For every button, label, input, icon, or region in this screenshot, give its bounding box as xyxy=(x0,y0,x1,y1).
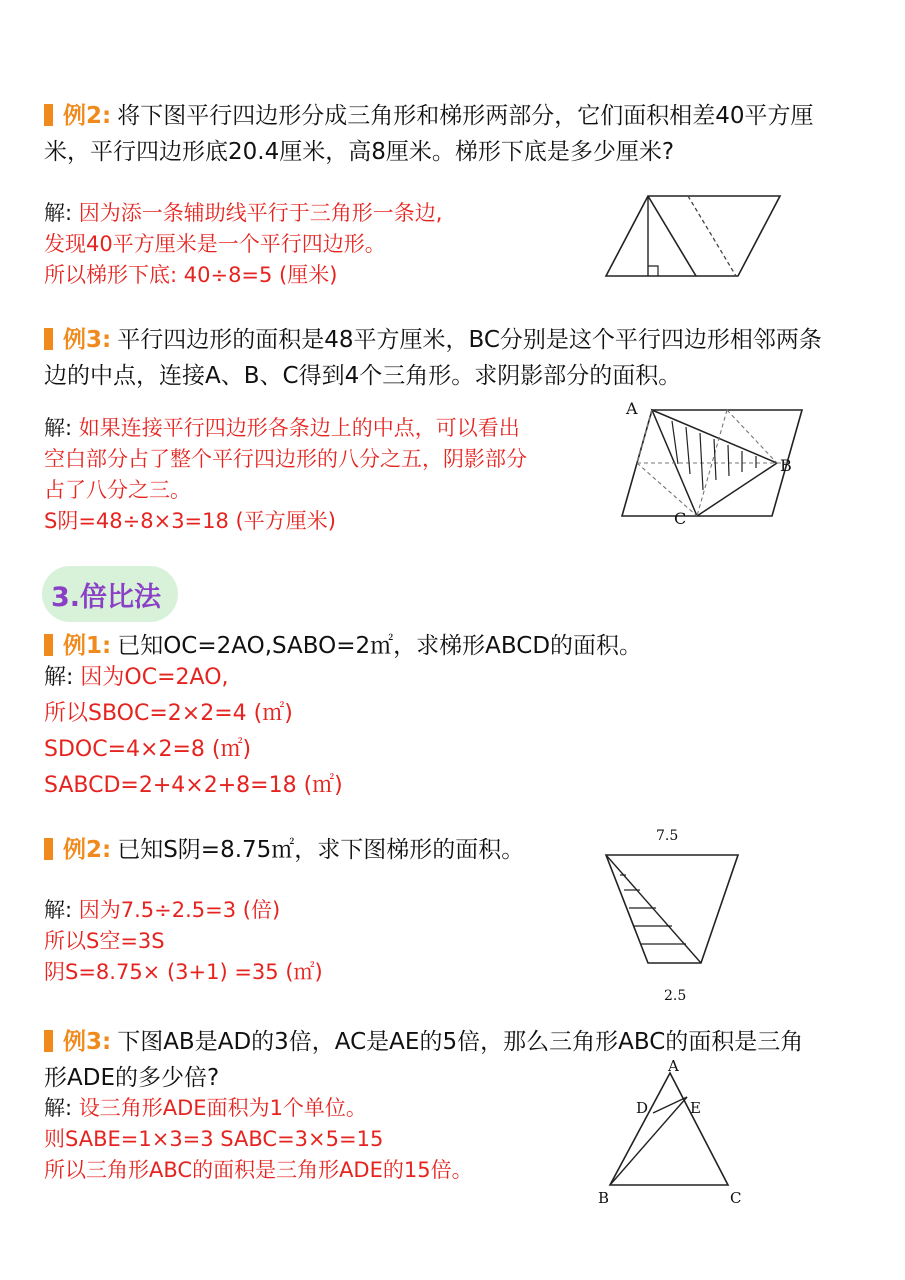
triangle-side xyxy=(648,196,696,276)
solution-key: 解: xyxy=(44,1096,73,1120)
solution-text: 阴S=8.75× (3+1) =35 (㎡) xyxy=(44,960,323,984)
solution-text: SABCD=2+4×2+8=18 (㎡) xyxy=(44,773,343,798)
solution-text: SDOC=4×2=8 (㎡) xyxy=(44,737,252,762)
parallelogram-outline xyxy=(606,196,780,276)
ex2b-solution xyxy=(44,895,323,988)
question-text: 已知S阴=8.75㎡，求下图梯形的面积。 xyxy=(117,837,525,863)
ex3b-solution xyxy=(44,1093,473,1186)
question-text: 边的中点，连接A、B、C得到4个三角形。求阴影部分的面积。 xyxy=(44,363,682,389)
section-header xyxy=(42,566,178,622)
parallelogram-figure-2 xyxy=(612,398,812,528)
section-title: 3.倍比法 xyxy=(51,582,162,613)
solution-key: 解: xyxy=(44,416,73,440)
dashed-line xyxy=(727,410,777,463)
question-text: 米，平行四边形底20.4厘米，高8厘米。梯形下底是多少厘米? xyxy=(44,139,675,165)
diagonal xyxy=(606,855,701,963)
question-text: 平行四边形的面积是48平方厘米，BC分别是这个平行四边形相邻两条 xyxy=(117,327,822,353)
label-d: D xyxy=(636,1099,649,1117)
ex2a-question xyxy=(44,98,813,170)
parallelogram-outline xyxy=(622,410,802,516)
solution-text: 所以S空=3S xyxy=(44,929,165,953)
solution-text: 所以三角形ABC的面积是三角形ADE的15倍。 xyxy=(44,1158,473,1182)
label-a: A xyxy=(626,399,638,418)
label-a: A xyxy=(668,1057,679,1075)
label-top: 7.5 xyxy=(656,828,679,844)
solution-text: 占了八分之三。 xyxy=(44,478,191,502)
line-be xyxy=(610,1097,687,1185)
solution-text: 设三角形ADE面积为1个单位。 xyxy=(78,1096,367,1120)
label-b: B xyxy=(780,456,792,475)
example-label: 例1: xyxy=(63,633,112,659)
bullet-bar xyxy=(44,328,53,350)
triangle-abc xyxy=(610,1073,728,1185)
hatch-lines xyxy=(672,421,756,490)
solution-text: 如果连接平行四边形各条边上的中点，可以看出 xyxy=(78,416,520,440)
example-label: 例3: xyxy=(63,1029,112,1055)
auxiliary-line xyxy=(688,196,736,276)
bullet-bar xyxy=(44,104,53,126)
ex3a-question xyxy=(44,322,822,394)
question-text: 形ADE的多少倍? xyxy=(44,1065,220,1091)
label-bottom: 2.5 xyxy=(664,988,687,1004)
triangle-figure xyxy=(590,1055,760,1210)
question-text: 下图AB是AD的3倍，AC是AE的5倍，那么三角形ABC的面积是三角 xyxy=(117,1029,804,1055)
label-b: B xyxy=(598,1189,610,1207)
example-label: 例2: xyxy=(63,837,112,863)
right-angle-mark xyxy=(648,266,658,276)
ex2a-solution xyxy=(44,198,442,291)
parallelogram-figure-1 xyxy=(598,190,788,282)
solution-key: 解: xyxy=(44,898,73,922)
example-label: 例3: xyxy=(63,327,112,353)
dashed-line xyxy=(637,463,697,516)
bullet-bar xyxy=(44,838,53,860)
label-c: C xyxy=(674,509,687,528)
solution-key: 解: xyxy=(44,201,73,225)
bullet-bar xyxy=(44,634,53,656)
question-text: 已知OC=2AO,SABO=2㎡，求梯形ABCD的面积。 xyxy=(117,633,643,659)
trapezoid-figure xyxy=(598,822,748,1007)
solution-text: 所以梯形下底: 40÷8=5 (厘米) xyxy=(44,263,338,287)
solution-text: 空白部分占了整个平行四边形的八分之五，阴影部分 xyxy=(44,447,527,471)
trapezoid-outline xyxy=(606,855,738,963)
ex1b-question xyxy=(44,628,642,664)
label-e: E xyxy=(690,1099,701,1117)
solution-key: 解: xyxy=(44,665,74,690)
solution-text: 则SABE=1×3=3 SABC=3×5=15 xyxy=(44,1127,384,1151)
solution-text: 因为添一条辅助线平行于三角形一条边, xyxy=(78,201,443,225)
label-c: C xyxy=(730,1189,742,1207)
ex3a-solution xyxy=(44,413,527,537)
solution-text: 发现40平方厘米是一个平行四边形。 xyxy=(44,232,386,256)
line-de xyxy=(653,1097,687,1113)
example-label: 例2: xyxy=(63,103,112,129)
question-text: 将下图平行四边形分成三角形和梯形两部分，它们面积相差40平方厘 xyxy=(117,103,814,129)
bullet-bar xyxy=(44,1030,53,1052)
solution-text: 因为OC=2AO, xyxy=(80,665,229,690)
solution-text: 因为7.5÷2.5=3 (倍) xyxy=(78,898,281,922)
solution-text: S阴=48÷8×3=18 (平方厘米) xyxy=(44,509,336,533)
solution-text: 所以SBOC=2×2=4 (㎡) xyxy=(44,701,293,726)
ex1b-solution xyxy=(44,660,343,804)
ex2b-question xyxy=(44,832,524,868)
